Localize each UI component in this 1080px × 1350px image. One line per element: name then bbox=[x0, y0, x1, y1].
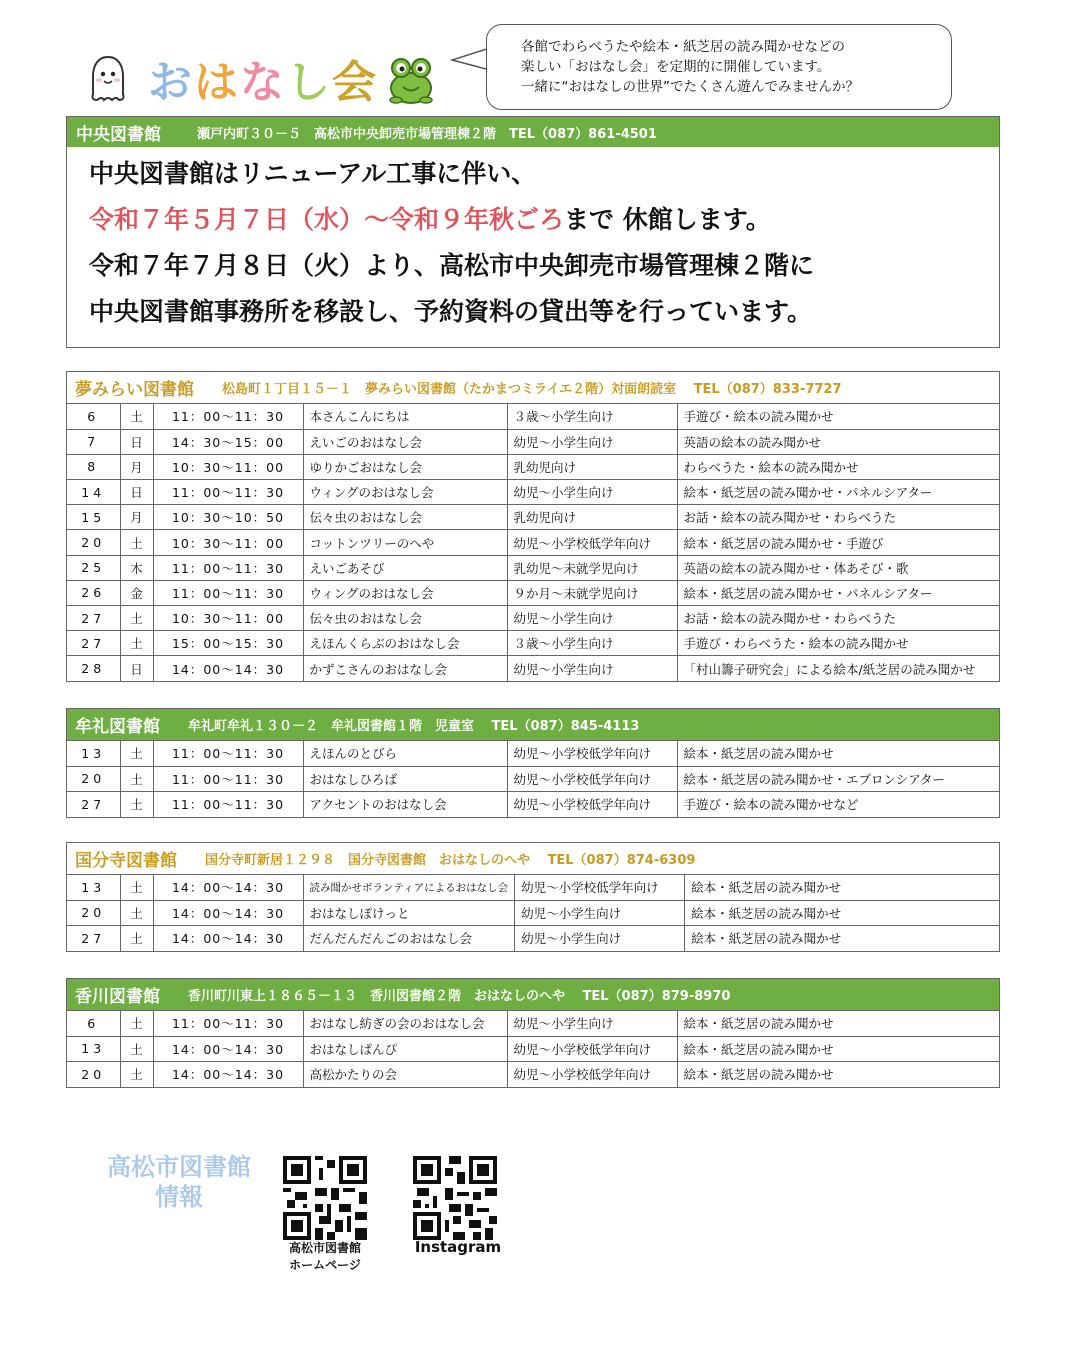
event-day: 28 bbox=[67, 656, 120, 681]
notice-line: 令和７年７月８日（火）より、高松市中央卸売市場管理棟２階に bbox=[89, 251, 815, 280]
event-time: 11：00～11：30 bbox=[153, 580, 303, 605]
table-row bbox=[67, 631, 999, 656]
table-row bbox=[67, 530, 999, 555]
info-label-line: 情報 bbox=[155, 1183, 203, 1211]
event-title: 伝々虫のおはなし会 bbox=[303, 505, 507, 530]
event-title: おはなしひろば bbox=[303, 766, 507, 791]
event-title: かずこさんのおはなし会 bbox=[303, 656, 507, 681]
event-time: 11：00～11：30 bbox=[153, 741, 303, 766]
event-weekday: 土 bbox=[120, 1036, 153, 1061]
event-content: 絵本・紙芝居の読み聞かせ bbox=[677, 1036, 999, 1061]
event-audience: ９か月～未就学児向け bbox=[507, 580, 677, 605]
event-audience: 幼児～小学校低学年向け bbox=[507, 1036, 677, 1061]
event-time: 11：00～11：30 bbox=[153, 766, 303, 791]
bubble-line: 各館でわらべうたや絵本・紙芝居の読み聞かせなどの bbox=[521, 39, 845, 55]
event-time: 11：00～11：30 bbox=[153, 1011, 303, 1036]
event-time: 14：00～14：30 bbox=[153, 656, 303, 681]
library-address: 牟礼町牟礼１３０－２ 牟礼図書館１階 児童室 TEL（087）845-4113 bbox=[188, 719, 640, 734]
table-row bbox=[67, 1061, 999, 1086]
event-time: 14：30～15：00 bbox=[153, 429, 303, 454]
homepage-qr-code-icon[interactable] bbox=[283, 1156, 367, 1240]
event-audience: 乳幼児向け bbox=[507, 454, 677, 479]
event-day: 20 bbox=[67, 900, 120, 925]
event-title: おはなし紡ぎの会のおはなし会 bbox=[303, 1011, 507, 1036]
event-audience: ３歳～小学生向け bbox=[507, 404, 677, 429]
event-content: 絵本・紙芝居の読み聞かせ・手遊び bbox=[677, 530, 999, 555]
event-content: 絵本・紙芝居の読み聞かせ bbox=[685, 925, 999, 950]
central-library-header bbox=[67, 117, 999, 147]
event-content: 英語の絵本の読み聞かせ bbox=[677, 429, 999, 454]
event-day: 8 bbox=[67, 454, 120, 479]
library-section-mure bbox=[66, 708, 1000, 818]
event-day: 13 bbox=[67, 741, 120, 766]
event-content: 絵本・紙芝居の読み聞かせ bbox=[677, 1061, 999, 1086]
event-content: 手遊び・絵本の読み聞かせ bbox=[677, 404, 999, 429]
event-audience: 幼児～小学生向け bbox=[507, 1011, 677, 1036]
closure-notice bbox=[67, 147, 999, 335]
homepage-qr-caption bbox=[258, 1240, 392, 1274]
table-row bbox=[67, 791, 999, 816]
table-row bbox=[67, 454, 999, 479]
ghost-character-icon bbox=[88, 54, 128, 104]
event-audience: 幼児～小学生向け bbox=[507, 606, 677, 631]
table-row bbox=[67, 875, 999, 900]
event-day: 27 bbox=[67, 631, 120, 656]
event-day: 27 bbox=[67, 791, 120, 816]
event-day: 13 bbox=[67, 1036, 120, 1061]
event-weekday: 土 bbox=[120, 606, 153, 631]
event-audience: 幼児～小学校低学年向け bbox=[507, 766, 677, 791]
event-content: わらべうた・絵本の読み聞かせ bbox=[677, 454, 999, 479]
closure-suffix: まで 休館します。 bbox=[564, 205, 771, 234]
event-day: 20 bbox=[67, 766, 120, 791]
event-title: 高松かたりの会 bbox=[303, 1061, 507, 1086]
event-weekday: 土 bbox=[120, 404, 153, 429]
event-time: 14：00～14：30 bbox=[153, 1061, 303, 1086]
title-char: 会 bbox=[332, 57, 378, 108]
event-day: 25 bbox=[67, 555, 120, 580]
library-section-kokubunji bbox=[66, 842, 1000, 952]
event-time: 11：00～11：30 bbox=[153, 480, 303, 505]
event-audience: 幼児～小学生向け bbox=[515, 900, 685, 925]
event-weekday: 土 bbox=[120, 791, 153, 816]
event-weekday: 日 bbox=[120, 480, 153, 505]
page-title bbox=[148, 56, 378, 110]
event-audience: 幼児～小学生向け bbox=[515, 925, 685, 950]
library-address: 松島町１丁目１５－１ 夢みらい図書館（たかまつミライエ２階）対面朗読室 TEL（087）833-7727 bbox=[222, 382, 842, 397]
event-weekday: 月 bbox=[120, 454, 153, 479]
event-day: 20 bbox=[67, 530, 120, 555]
event-audience: 乳幼児～未就学児向け bbox=[507, 555, 677, 580]
title-char: な bbox=[240, 57, 286, 108]
event-weekday: 金 bbox=[120, 580, 153, 605]
event-time: 15：00～15：30 bbox=[153, 631, 303, 656]
event-title: おはなしぱんぴ bbox=[303, 1036, 507, 1061]
event-weekday: 土 bbox=[120, 1011, 153, 1036]
table-row bbox=[67, 925, 999, 950]
event-title: ウィングのおはなし会 bbox=[303, 580, 507, 605]
event-content: 絵本・紙芝居の読み聞かせ・パネルシアター bbox=[677, 480, 999, 505]
schedule-table bbox=[67, 1011, 999, 1087]
library-header bbox=[67, 843, 999, 875]
table-row bbox=[67, 480, 999, 505]
event-title: おはなしぽけっと bbox=[303, 900, 515, 925]
instagram-qr-code-icon[interactable] bbox=[413, 1156, 497, 1240]
table-row bbox=[67, 741, 999, 766]
event-content: 絵本・紙芝居の読み聞かせ bbox=[677, 741, 999, 766]
library-address: 香川町川東上１８６５－１３ 香川図書館２階 おはなしのへや TEL（087）879-8970 bbox=[188, 989, 731, 1004]
library-header bbox=[67, 979, 999, 1011]
schedule-table bbox=[67, 404, 999, 681]
event-day: 20 bbox=[67, 1061, 120, 1086]
event-time: 11：00～11：30 bbox=[153, 555, 303, 580]
event-content: お話・絵本の読み聞かせ・わらべうた bbox=[677, 606, 999, 631]
event-weekday: 日 bbox=[120, 429, 153, 454]
event-weekday: 土 bbox=[120, 1061, 153, 1086]
info-label-line: 高松市図書館 bbox=[107, 1153, 251, 1181]
event-day: 7 bbox=[67, 429, 120, 454]
event-weekday: 木 bbox=[120, 555, 153, 580]
event-day: 26 bbox=[67, 580, 120, 605]
table-row bbox=[67, 505, 999, 530]
table-row bbox=[67, 555, 999, 580]
closure-period: 令和７年５月７日（水）～令和９年秋ごろ bbox=[89, 205, 565, 234]
event-day: 14 bbox=[67, 480, 120, 505]
event-audience: 幼児～小学校低学年向け bbox=[515, 875, 685, 900]
event-title: だんだんだんごのおはなし会 bbox=[303, 925, 515, 950]
library-header bbox=[67, 709, 999, 741]
event-time: 10：30～11：00 bbox=[153, 606, 303, 631]
header bbox=[66, 16, 1000, 112]
event-day: 13 bbox=[67, 875, 120, 900]
event-weekday: 土 bbox=[120, 766, 153, 791]
event-weekday: 土 bbox=[120, 631, 153, 656]
event-day: 6 bbox=[67, 1011, 120, 1036]
event-audience: 幼児～小学校低学年向け bbox=[507, 791, 677, 816]
event-audience: 幼児～小学生向け bbox=[507, 429, 677, 454]
event-content: 絵本・紙芝居の読み聞かせ bbox=[685, 875, 999, 900]
event-content: 手遊び・絵本の読み聞かせなど bbox=[677, 791, 999, 816]
event-content: 手遊び・わらべうた・絵本の読み聞かせ bbox=[677, 631, 999, 656]
event-audience: 乳幼児向け bbox=[507, 505, 677, 530]
event-title: ゆりかごおはなし会 bbox=[303, 454, 507, 479]
table-row bbox=[67, 404, 999, 429]
table-row bbox=[67, 656, 999, 681]
event-content: 「村山籌子研究会」による絵本/紙芝居の読み聞かせ bbox=[677, 656, 999, 681]
event-time: 14：00～14：30 bbox=[153, 900, 303, 925]
event-time: 10：30～10：50 bbox=[153, 505, 303, 530]
event-content: 絵本・紙芝居の読み聞かせ bbox=[685, 900, 999, 925]
event-audience: 幼児～小学校低学年向け bbox=[507, 1061, 677, 1086]
table-row bbox=[67, 900, 999, 925]
event-weekday: 土 bbox=[120, 875, 153, 900]
library-name: 牟礼図書館 bbox=[75, 717, 160, 737]
event-time: 14：00～14：30 bbox=[153, 925, 303, 950]
bubble-line: 一緒に“おはなしの世界”でたくさん遊んでみませんか？ bbox=[521, 79, 859, 95]
notice-line: 中央図書館事務所を移設し、予約資料の貸出等を行っています。 bbox=[89, 297, 813, 326]
event-weekday: 土 bbox=[120, 530, 153, 555]
event-title: アクセントのおはなし会 bbox=[303, 791, 507, 816]
event-weekday: 日 bbox=[120, 656, 153, 681]
table-row bbox=[67, 429, 999, 454]
library-name: 香川図書館 bbox=[75, 987, 160, 1007]
event-title: 本さんこんにちは bbox=[303, 404, 507, 429]
event-day: 6 bbox=[67, 404, 120, 429]
caption-line: 高松市図書館 bbox=[288, 1241, 361, 1255]
library-name: 夢みらい図書館 bbox=[75, 380, 194, 400]
event-title: えほんくらぶのおはなし会 bbox=[303, 631, 507, 656]
event-time: 14：00～14：30 bbox=[153, 1036, 303, 1061]
table-row bbox=[67, 1011, 999, 1036]
event-weekday: 土 bbox=[120, 900, 153, 925]
event-weekday: 月 bbox=[120, 505, 153, 530]
frog-character-icon bbox=[386, 54, 436, 106]
event-time: 10：30～11：00 bbox=[153, 454, 303, 479]
library-address: 瀬戸内町３０－５ 高松市中央卸売市場管理棟２階 TEL（087）861-4501 bbox=[197, 126, 657, 142]
event-audience: 幼児～小学生向け bbox=[507, 656, 677, 681]
library-section-kagawa bbox=[66, 978, 1000, 1088]
event-content: 絵本・紙芝居の読み聞かせ bbox=[677, 1011, 999, 1036]
central-library-notice bbox=[66, 116, 1000, 348]
event-time: 14：00～14：30 bbox=[153, 875, 303, 900]
table-row bbox=[67, 1036, 999, 1061]
table-row bbox=[67, 606, 999, 631]
library-section-yumemirai bbox=[66, 371, 1000, 682]
event-audience: 幼児～小学校低学年向け bbox=[507, 530, 677, 555]
title-char: お bbox=[148, 57, 194, 108]
library-name: 国分寺図書館 bbox=[75, 851, 177, 871]
title-char: し bbox=[286, 57, 332, 108]
title-char: は bbox=[194, 57, 240, 108]
speech-bubble-tail bbox=[450, 44, 490, 74]
event-day: 15 bbox=[67, 505, 120, 530]
event-time: 10：30～11：00 bbox=[153, 530, 303, 555]
library-address: 国分寺町新居１２９８ 国分寺図書館 おはなしのへや TEL（087）874-6309 bbox=[205, 853, 696, 868]
event-title: コットンツリーのへや bbox=[303, 530, 507, 555]
event-audience: 幼児～小学生向け bbox=[507, 480, 677, 505]
event-weekday: 土 bbox=[120, 741, 153, 766]
schedule-table bbox=[67, 875, 999, 951]
table-row bbox=[67, 766, 999, 791]
event-title: えいごのおはなし会 bbox=[303, 429, 507, 454]
event-day: 27 bbox=[67, 606, 120, 631]
table-row bbox=[67, 580, 999, 605]
schedule-table bbox=[67, 741, 999, 817]
event-content: 英語の絵本の読み聞かせ・体あそび・歌 bbox=[677, 555, 999, 580]
event-title: 伝々虫のおはなし会 bbox=[303, 606, 507, 631]
library-info-label bbox=[94, 1152, 264, 1212]
library-header bbox=[67, 372, 999, 404]
event-time: 11：00～11：30 bbox=[153, 791, 303, 816]
event-audience: ３歳～小学生向け bbox=[507, 631, 677, 656]
event-content: お話・絵本の読み聞かせ・わらべうた bbox=[677, 505, 999, 530]
event-content: 絵本・紙芝居の読み聞かせ・エプロンシアター bbox=[677, 766, 999, 791]
event-title: ウィングのおはなし会 bbox=[303, 480, 507, 505]
event-title: えいごあそび bbox=[303, 555, 507, 580]
event-time: 11：00～11：30 bbox=[153, 404, 303, 429]
event-weekday: 土 bbox=[120, 925, 153, 950]
caption-line: ホームページ bbox=[289, 1258, 361, 1272]
event-content: 絵本・紙芝居の読み聞かせ・パネルシアター bbox=[677, 580, 999, 605]
event-title: えほんのとびら bbox=[303, 741, 507, 766]
event-title: 読み聞かせボランティアによるおはなし会 bbox=[303, 875, 515, 900]
notice-line: 中央図書館はリニューアル工事に伴い、 bbox=[89, 159, 537, 188]
bubble-line: 楽しい「おはなし会」を定期的に開催しています。 bbox=[521, 59, 831, 75]
intro-speech-bubble bbox=[486, 24, 952, 110]
event-day: 27 bbox=[67, 925, 120, 950]
instagram-qr-caption: Instagram bbox=[414, 1238, 502, 1256]
event-audience: 幼児～小学校低学年向け bbox=[507, 741, 677, 766]
library-name: 中央図書館 bbox=[76, 124, 161, 145]
notice-line bbox=[89, 197, 999, 243]
